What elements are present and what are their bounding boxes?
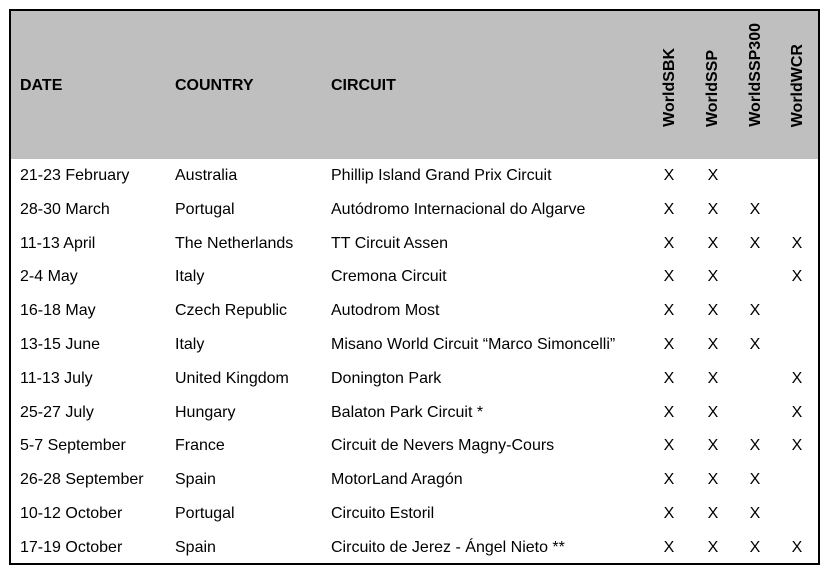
country-cell: Australia [175,167,238,184]
table-row [11,227,818,261]
series-mark-cell: X [707,200,719,218]
country-cell: Portugal [175,200,235,218]
series-mark-cell: X [707,268,719,286]
worldssp300-header: WorldSSP300 [747,23,764,127]
series-mark-cell: X [791,437,803,455]
circuit-cell: Balaton Park Circuit * [331,403,484,421]
country-cell: United Kingdom [175,369,289,387]
series-mark-cell: X [749,471,761,489]
date-cell: 17-19 October [20,538,123,556]
date-cell: 10-12 October [20,504,123,522]
table-row [11,294,818,328]
country-cell: France [175,437,225,455]
worldwcr-header: WorldWCR [789,43,806,127]
series-mark-cell: X [663,403,675,421]
series-mark-cell: X [707,167,719,184]
series-mark-cell: X [663,268,675,286]
country-cell: Spain [175,538,216,556]
circuit-cell: Circuit de Nevers Magny-Cours [331,437,555,455]
date-cell: 11-13 July [20,369,93,387]
calendar-table [9,9,820,565]
table-row [11,328,818,362]
country-cell: The Netherlands [175,234,294,252]
series-mark-cell: X [663,369,675,387]
worldsbk-header: WorldSBK [661,48,678,127]
series-mark-cell: X [749,504,761,522]
country-cell: Portugal [175,504,235,522]
circuit-cell: Phillip Island Grand Prix Circuit [331,167,552,184]
country-cell: Italy [175,335,205,353]
series-mark-cell: X [663,471,675,489]
series-mark-cell: X [663,234,675,252]
series-mark-cell: X [707,538,719,556]
series-mark-cell: X [707,234,719,252]
series-mark-cell: X [707,471,719,489]
series-mark-cell: X [749,538,761,556]
country-cell: Italy [175,268,205,286]
series-mark-cell: X [749,200,761,218]
series-mark-cell: X [707,369,719,387]
table-row [11,260,818,294]
date-cell: 13-15 June [20,335,101,353]
series-mark-cell: X [791,538,803,556]
series-mark-cell: X [791,268,803,286]
date-header: DATE [20,77,63,94]
country-header: COUNTRY [175,77,254,94]
series-mark-cell: X [791,234,803,252]
table-row [11,362,818,396]
date-cell: 21-23 February [20,167,130,184]
circuit-cell: Cremona Circuit [331,268,447,286]
country-cell: Hungary [175,403,236,421]
series-mark-cell: X [663,167,675,184]
table-header [11,11,818,159]
worldssp-header: WorldSSP [704,49,721,127]
series-mark-cell: X [707,302,719,320]
series-mark-cell: X [791,403,803,421]
series-mark-cell: X [707,437,719,455]
circuit-cell: Circuito de Jerez - Ángel Nieto ** [331,538,565,556]
series-mark-cell: X [663,538,675,556]
table-row [11,429,818,463]
series-mark-cell: X [749,437,761,455]
table-row [11,396,818,430]
series-mark-cell: X [791,369,803,387]
circuit-cell: TT Circuit Assen [331,234,449,252]
series-mark-cell: X [663,504,675,522]
table-row [11,497,818,531]
circuit-cell: Autodrom Most [331,302,440,320]
series-mark-cell: X [663,200,675,218]
circuit-cell: MotorLand Aragón [331,471,463,489]
date-cell: 5-7 September [20,437,126,455]
series-mark-cell: X [707,403,719,421]
series-mark-cell: X [749,234,761,252]
series-mark-cell: X [663,335,675,353]
series-mark-cell: X [663,437,675,455]
circuit-header: CIRCUIT [331,77,396,94]
table-row [11,159,818,193]
series-mark-cell: X [749,335,761,353]
country-cell: Spain [175,471,216,489]
table-row [11,463,818,497]
series-mark-cell: X [707,504,719,522]
series-mark-cell: X [707,335,719,353]
circuit-cell: Autódromo Internacional do Algarve [331,200,586,218]
date-cell: 2-4 May [20,268,78,286]
table-row [11,193,818,227]
date-cell: 28-30 March [20,200,110,218]
series-mark-cell: X [663,302,675,320]
series-mark-cell: X [749,302,761,320]
date-cell: 25-27 July [20,403,94,421]
date-cell: 11-13 April [20,234,96,252]
circuit-cell: Circuito Estoril [331,504,435,522]
table-body [11,159,818,565]
circuit-cell: Donington Park [331,369,442,387]
country-cell: Czech Republic [175,302,288,320]
date-cell: 26-28 September [20,471,144,489]
table-row [11,531,818,565]
date-cell: 16-18 May [20,302,96,320]
circuit-cell: Misano World Circuit “Marco Simoncelli” [331,335,616,353]
